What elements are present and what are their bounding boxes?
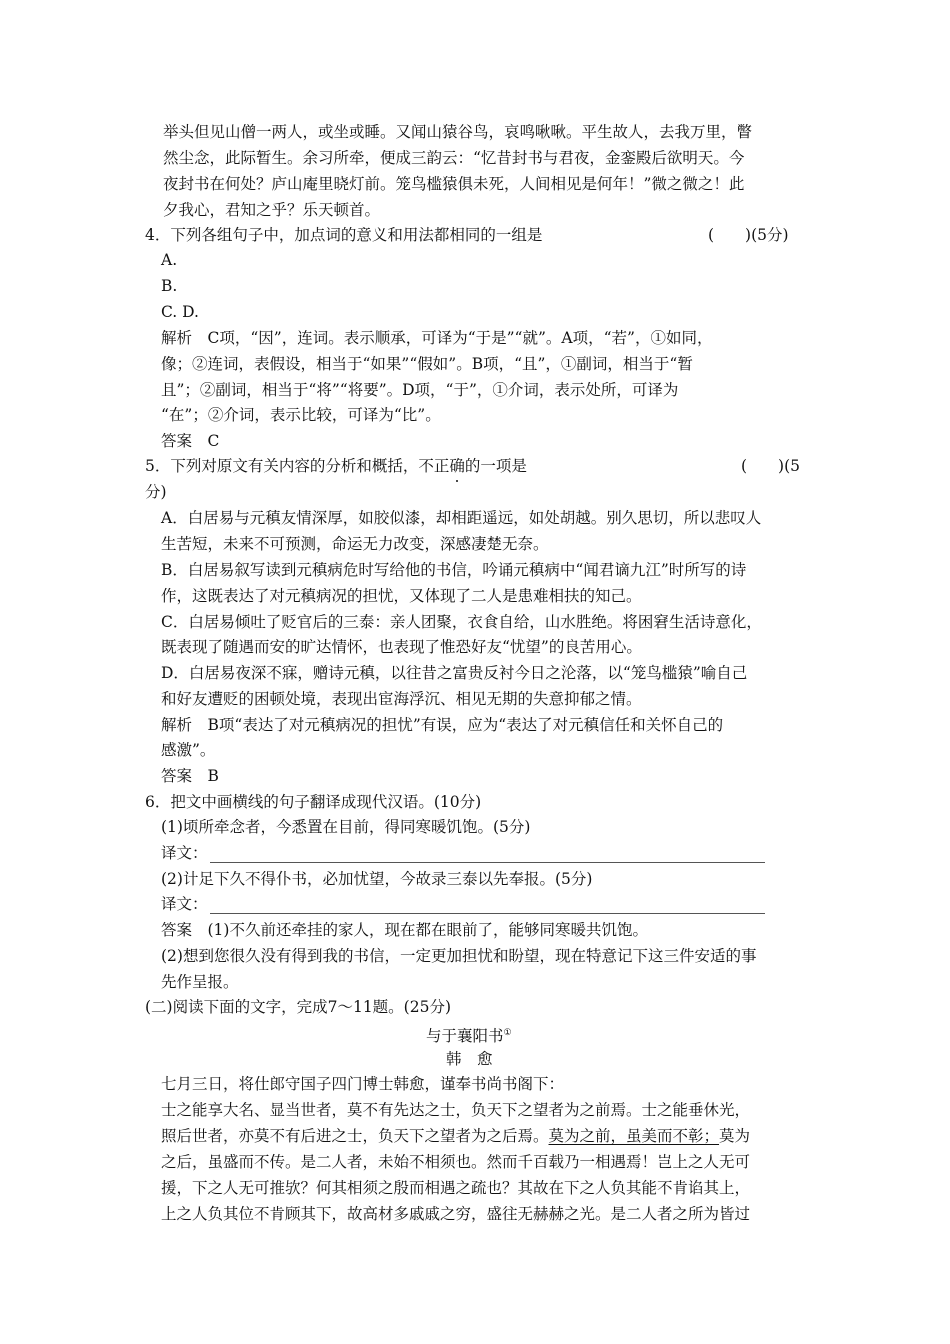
q4-analysis-2: 像；②连词，表假设，相当于“如果”“假如”。B项，“且”，①副词，相当于“暂 <box>161 355 693 373</box>
q6-answer-2: (2)想到您很久没有得到我的书信，一定更加担忧和盼望，现在特意记下这三件安适的事 <box>161 947 757 965</box>
q5-mark-cont: 分) <box>145 483 167 501</box>
q6-sentence-2: (2)计足下久不得仆书，必加忧望，今故录三泰以先奉报。(5分) <box>161 870 593 888</box>
q4-analysis-4: “在”；②介词，表示比较，可译为“比”。 <box>161 406 441 424</box>
q6-translation-label-2: 译文： <box>161 895 208 913</box>
q5-option-a-2: 生苦短，未来不可预测，命运无力改变，深感凄楚无奈。 <box>161 535 549 553</box>
q4-analysis-1: 解析 C项，“因”，连词。表示顺承，可译为“于是”“就”。A项，“若”，①如同， <box>161 329 713 347</box>
q4-option-a: A. <box>161 251 178 269</box>
q5-option-b-2: 作，这既表达了对元稹病况的担忧，又体现了二人是患难相扶的知己。 <box>161 587 642 605</box>
body-line-5: 上之人负其位不肯顾其下，故高材多戚戚之穷，盛往无赫赫之光。是二人者之所为皆过 <box>161 1205 751 1223</box>
passage-line-4: 夕我心，君知之乎？乐天顿首。 <box>163 201 381 219</box>
q6-translation-label-1: 译文： <box>161 844 208 862</box>
q5-stem: 5．下列对原文有关内容的分析和概括，不正确的一项是 <box>145 457 527 475</box>
body-line-2-text: 照后世者，亦莫不有后进之士，负天下之望者为之后焉。 <box>161 1127 549 1145</box>
q5-option-c-1: C．白居易倾吐了贬官后的三泰：亲人团聚，衣食自给，山水胜绝。将困窘生活诗意化， <box>161 613 762 631</box>
q4-answer: 答案 C <box>161 432 220 450</box>
q6-answer-3: 先作呈报。 <box>161 973 239 991</box>
q5-answer: 答案 B <box>161 767 219 785</box>
q4-option-b: B. <box>161 277 178 295</box>
body-line-3: 之后，虽盛而不传。是二人者，未始不相须也。然而千百载乃一相遇焉！岂上之人无可 <box>161 1153 751 1171</box>
passage-line-3: 夜封书在何处？庐山庵里晓灯前。笼鸟槛猿俱未死，人间相见是何年！”微之微之！此 <box>163 175 745 193</box>
answer-blank-2[interactable] <box>210 913 765 914</box>
q4-analysis-3: 且”；②副词，相当于“将”“将要”。D项，“于”，①介词，表示处所，可译为 <box>161 381 679 399</box>
q6-stem: 6．把文中画横线的句子翻译成现代汉语。(10分) <box>145 793 482 811</box>
article-title-text: 与于襄阳书 <box>426 1027 504 1046</box>
q5-analysis-2: 感激”。 <box>161 741 216 759</box>
q5-option-a-1: A．白居易与元稹友情深厚，如胶似漆，却相距遥远，如处胡越。别久思切，所以悲叹人 <box>161 509 762 527</box>
q5-option-c-2: 既表现了随遇而安的旷达情怀，也表现了惟恐好友“忧望”的良苦用心。 <box>161 638 642 656</box>
article-author: 韩 愈 <box>446 1050 493 1068</box>
underlined-sentence: 莫为之前，虽美而不彰； <box>548 1127 720 1145</box>
body-line-2-tail: 莫为 <box>719 1127 751 1145</box>
emphasis-dot <box>456 480 458 482</box>
body-line-1: 士之能享大名、显当世者，莫不有先达之士，负天下之望者为之前焉。士之能垂休光， <box>161 1101 751 1119</box>
q6-sentence-1: (1)顷所牵念者，今悉置在目前，得同寒暖饥饱。(5分) <box>161 818 531 836</box>
body-line-2 <box>161 1126 750 1146</box>
q4-option-cd: C. D. <box>161 303 199 321</box>
body-line-4: 援，下之人无可推欤？何其相须之殷而相遇之疏也？其故在下之人负其能不肯谄其上， <box>161 1179 751 1197</box>
q5-option-d-1: D．白居易夜深不寐，赠诗元稹，以往昔之富贵反衬今日之沦落，以“笼鸟槛猿”喻自己 <box>161 664 748 682</box>
q4-stem: 4．下列各组句子中，加点词的意义和用法都相同的一组是 <box>145 226 543 244</box>
q6-answer-1: 答案 (1)不久前还牵挂的家人，现在都在眼前了，能够同寒暖共饥饱。 <box>161 921 648 939</box>
q5-analysis-1: 解析 B项“表达了对元稹病况的担忧”有误，应为“表达了对元稹信任和关怀自己的 <box>161 716 724 734</box>
answer-blank-1[interactable] <box>210 862 765 863</box>
q5-option-b-1: B．白居易叙写读到元稹病危时写给他的书信，吟诵元稹病中“闻君谪九江”时所写的诗 <box>161 561 747 579</box>
passage-line-2: 然尘念，此际暂生。余习所牵，便成三韵云：“忆昔封书与君夜，金銮殿后欲明天。今 <box>163 149 745 167</box>
footnote-marker: ① <box>503 1028 512 1038</box>
q4-mark: ( )(5分) <box>708 226 789 244</box>
article-title <box>426 1023 512 1046</box>
section-heading: (二)阅读下面的文字，完成7～11题。(25分) <box>145 998 451 1016</box>
q5-mark: ( )(5 <box>741 457 801 475</box>
q5-option-d-2: 和好友遭贬的困顿处境，表现出宦海浮沉、相见无期的失意抑郁之情。 <box>161 690 642 708</box>
passage-line-1: 举头但见山僧一两人，或坐或睡。又闻山猿谷鸟，哀鸣啾啾。平生故人，去我万里，瞥 <box>163 123 753 141</box>
letter-opening: 七月三日，将仕郎守国子四门博士韩愈，谨奉书尚书阁下： <box>161 1075 565 1093</box>
